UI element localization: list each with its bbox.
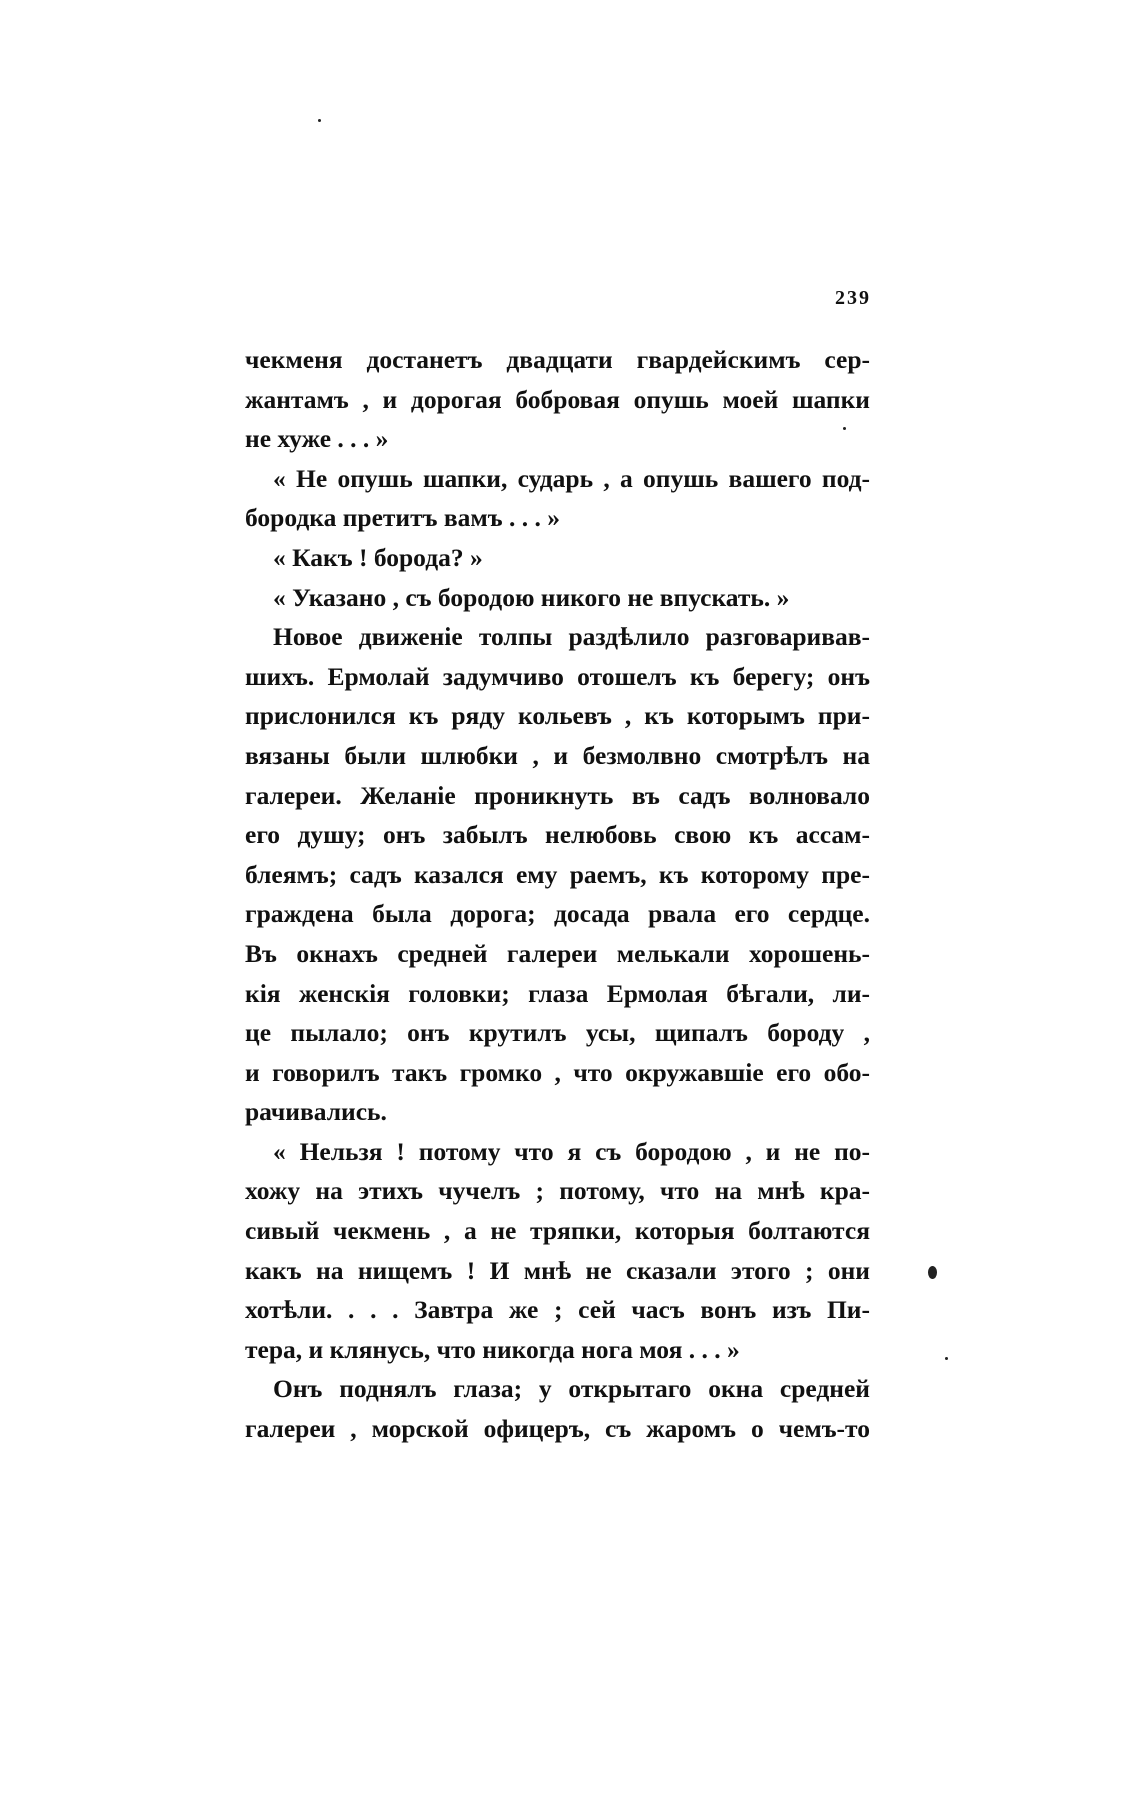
paper-speck <box>318 119 321 122</box>
text-line: его душу; онъ забылъ нелюбовь свою къ ассам- <box>245 820 870 850</box>
text-line: блеямъ; садъ казался ему раемъ, къ которому пре- <box>245 859 870 889</box>
text-line: какъ на нищемъ ! И мнѣ не сказали этого ; они <box>245 1255 870 1285</box>
text-line: рачивались. <box>245 1097 387 1127</box>
text-line: граждена была дорога; досада рвала его сердце. <box>245 899 870 929</box>
text-line: шихъ. Ермолай задумчиво отошелъ къ берегу; онъ <box>245 661 870 691</box>
text-line: тера, и клянусь, что никогда нога моя . . . » <box>245 1334 740 1364</box>
text-line: жантамъ , и дорогая бобровая опушь моей шапки <box>245 384 870 414</box>
text-line: хожу на этихъ чучелъ ; потому, что на мнѣ кра- <box>245 1176 870 1206</box>
text-line: бородка претитъ вамъ . . . » <box>245 503 561 533</box>
ink-blot <box>928 1266 937 1279</box>
body-text <box>245 340 870 1449</box>
text-line: прислонился къ ряду кольевъ , къ которымъ при- <box>245 701 870 731</box>
text-line: кія женскія головки; глаза Ермолая бѣгали, ли- <box>245 978 870 1008</box>
text-line: Онъ поднялъ глаза; у открытаго окна средней <box>273 1374 870 1404</box>
text-line: це пылало; онъ крутилъ усы, щипалъ бороду , <box>245 1018 870 1048</box>
text-line: « Какъ ! борода? » <box>273 542 483 572</box>
text-line: вязаны были шлюбки , и безмолвно смотрѣлъ на <box>245 740 870 770</box>
text-line: и говорилъ такъ громко , что окружавшіе его обо- <box>245 1057 870 1087</box>
paper-speck <box>945 1357 948 1360</box>
page-number: 239 <box>835 287 871 309</box>
text-line: не хуже . . . » <box>245 424 389 454</box>
text-line: сивый чекмень , а не тряпки, которыя болтаются <box>245 1216 870 1246</box>
text-line: « Нельзя ! потому что я съ бородою , и не по- <box>273 1136 870 1166</box>
text-line: галереи. Желаніе проникнуть въ садъ волновало <box>245 780 870 810</box>
text-line: галереи , морской офицеръ, съ жаромъ о чемъ-то <box>245 1414 870 1444</box>
text-line: « Указано , съ бородою никого не впускать. » <box>273 582 790 612</box>
text-line: Новое движеніе толпы раздѣлило разговаривав- <box>273 622 870 652</box>
text-line: хотѣли. . . . Завтра же ; сей часъ вонъ изъ Пи- <box>245 1295 870 1325</box>
text-line: « Не опушь шапки, сударь , а опушь вашего под- <box>273 463 870 493</box>
text-line: Въ окнахъ средней галереи мелькали хорошень- <box>245 938 870 968</box>
paper-speck <box>843 427 846 430</box>
text-line: чекменя достанетъ двадцати гвардейскимъ сер- <box>245 345 870 374</box>
